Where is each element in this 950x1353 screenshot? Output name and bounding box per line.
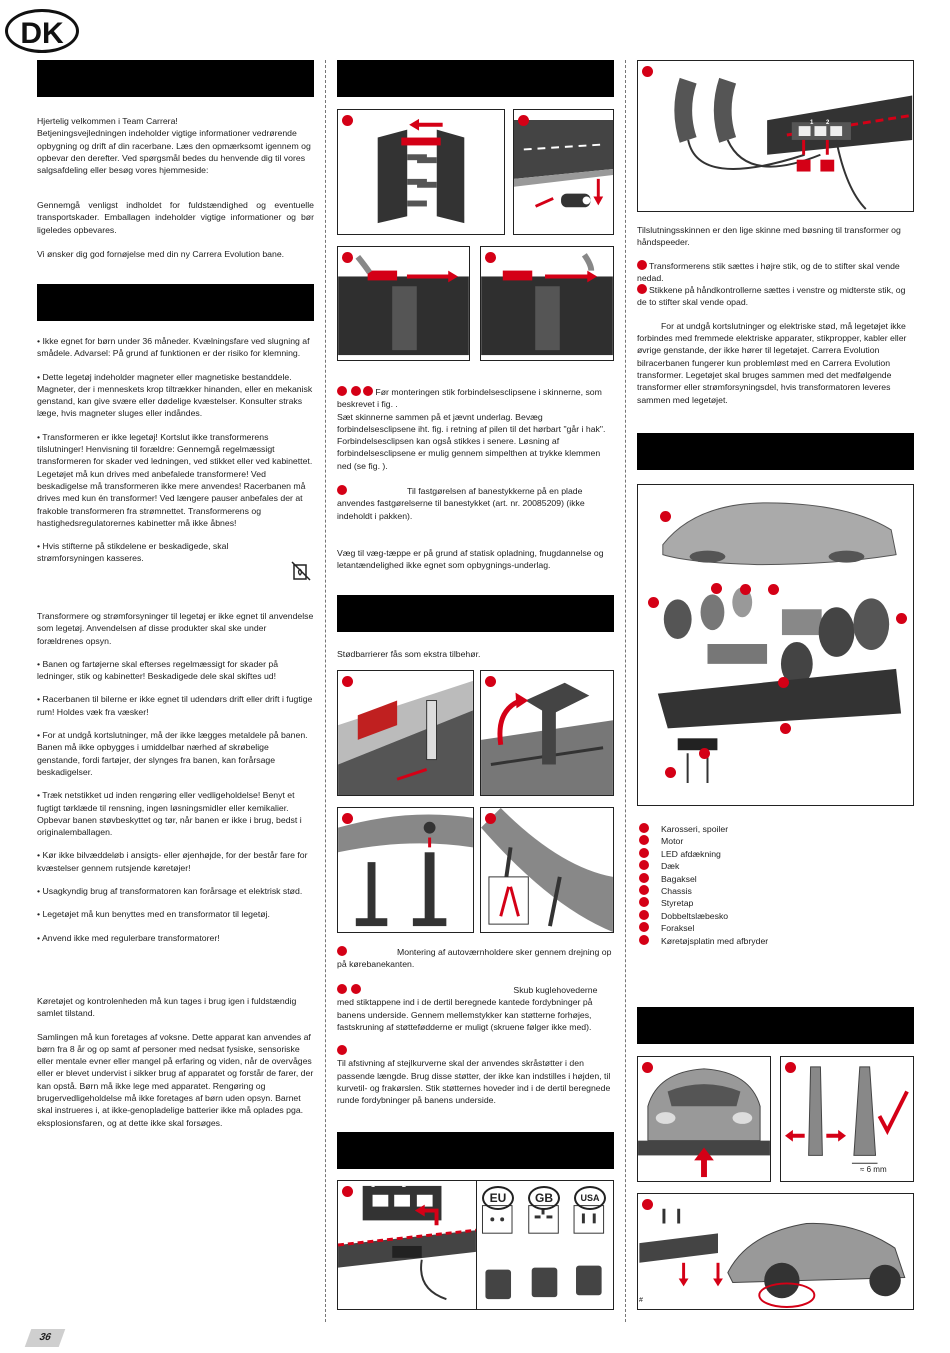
slot-label-1: 1 <box>371 1182 375 1189</box>
track-assembly-text: Før monteringen stik forbindelsesclipsene i skinnerne, som beskrevet i fig. . Sæt skinnerne sammen på et jævnt underlag. Bevæg forbindelsesclipsene iht. fig. i retning af pilen til det hørbart "går i hak". Forbindelsesclipsen kan også stikkes i senere. Løsning af forbindelsesclipsene er mulig gennem simpelthen at trykke klemmen ned (se fig. ). <box>337 387 606 471</box>
slot-label-2: 2 <box>826 120 830 126</box>
list-item: Motor <box>639 835 768 847</box>
part-marker <box>665 767 676 778</box>
column-divider <box>625 60 626 1322</box>
intro-text: Hjertelig velkommen i Team Carrera! Betjeningsvejledningen indeholder vigtige informationer vedrørende opbygning og drift af din racerbane. Læs den opmærksomt igennem og opbevar den derefter. Ved spørgsmål bedes du henvende dig til vores salgsafdeling eller besøg vores hjemmeside: <box>37 116 311 176</box>
part-marker <box>896 613 907 624</box>
section-header-bar <box>337 1132 614 1169</box>
safety-list-2: Transformere og strømforsyninger til legetøj er ikke egnet til anvendelse som legetøj. Anvendelsen af disse produkter skal ske under forældrenes opsyn. • Banen og fartøjerne skal efterses regelmæssigt for skader på ledninger, stik og kabinetter! Beskadigede dele skal skiftes ud! • Racerbanen til bilerne er ikke egnet til udendørs drift eller drift i fugtige rum! Holdes væk fra væsker! • For at undgå kortslutninger, må der ikke lægges metaldele på banen. Banen må ikke opbygges i umiddelbar nærhed af skrøbelige genstande, fordi fartøjer, der slynges fra banen, kan forårsage beskadigelser. • Træk netstikket ud inden rengøring eller vedligeholdelse! Benyt et fugtigt tørklæde til rensning, ingen løsningsmidler eller kemikalier. Opbevar banen støvbeskyttet og tør, når banen er ikke i brug, bedst i originalemballagen. • Kør ikke bilvæddeløb i ansigts- eller øjenhøjde, for der består fare for kvæstelser gennem rutsjende køretøjer! • Usagkyndig brug af transformatoren kan forårsage et elektrisk stød. • Legetøjet må kun benyttes med en transformator til legetøj. • Anvend ikke med regulerbare transformatorer! <box>37 611 314 943</box>
figure-marker <box>485 676 496 687</box>
connection-text: Tilslutningsskinnen er den lige skinne med bøsning til transformer og håndspeeder. Transformerens stik sættes i højre stik, og de to stifter skal vende nedad. Stikkene på håndkontrollerne sættes i venstre og midterste stik, og de to stifter skal vende opad. For at undgå kortslutninger og elektriske stød, må legetøjet ikke forbindes med fremmede elektriske apparater, stikpropper, kabler eller øvrige genstande, der ikke hører til legetøjet. Carrera Evolution bilracerbanen fungerer kun problemløst med en Carrera Evolution transformer. Legetøjet skal bruges sammen med det medfølgende transformer eller strømforsyningsdel, hvis transformatoren leveres sammen med legetøjet. <box>637 225 907 405</box>
figure-marker <box>642 1199 653 1210</box>
figure-car-front <box>637 1056 771 1182</box>
figure-guide-shoes <box>780 1056 914 1182</box>
list-item: Chassis <box>639 885 768 897</box>
part-marker <box>768 584 779 595</box>
carpet-warning-text: Væg til væg-tæppe er på grund af statisk opladning, fnugdannelse og letantændelighed ikke egnet som opbygnings-underlag. <box>337 548 604 571</box>
list-item: Bagaksel <box>639 873 768 885</box>
hash-mark: # <box>639 1297 643 1304</box>
slot-label-1: 1 <box>810 120 814 126</box>
language-badge: DK <box>5 9 79 53</box>
part-marker <box>778 677 789 688</box>
measure-label: ≈ 6 mm <box>860 1165 887 1174</box>
part-marker <box>648 597 659 608</box>
figure-clip-detail <box>513 109 614 235</box>
steep-curve-text: Til afstivning af stejlkurverne skal der anvendes skråstøtter i den passende længde. Brug disse støtter, der ikke kan indstilles i højden, til kurvetil- og frakørslen. Stik støtternes hoveder ind i de dertil beregnede runde fordybninger på banens underside. <box>337 1045 614 1106</box>
figure-marker <box>485 252 496 263</box>
figure-marker <box>518 115 529 126</box>
figure-marker <box>642 1062 653 1073</box>
assembly-text: Køretøjet og kontrolenheden må kun tages i brug igen i fuldstændig samlet tilstand. Samlingen må kun foretages af voksne. Dette apparat kan anvendes af børn fra 8 år og op samt af personer med nedsat fysiske, sensoriske eller mentale evner eller mangel på erfaring og viden, når de overvåges eller er blevet undervist i sikker brug af apparatet og forstår de farer, der kan opstå. Børn må ikke lege med apparatet. Rengøring og brugervedligeholdelse må ikke foretages af børn uden opsyn. Barnet skal instrueres i, at ikke-genopladelige batterier ikke må oplades pga. eksplosionsfaren, og at dette ikke skal forsøges. <box>37 996 314 1128</box>
fixing-text: Til fastgørelsen af banestykkerne på en plade anvendes fastgørelserne til banestykket (art. nr. 20085209) (ikke indeholdt i pakken). <box>337 486 585 521</box>
part-marker <box>699 748 710 759</box>
plug-label-gb: GB <box>528 1186 560 1210</box>
section-header-bar <box>337 60 614 97</box>
column-divider <box>325 60 326 1322</box>
figure-marker <box>342 813 353 824</box>
figure-marker <box>342 676 353 687</box>
figure-guard-holder <box>480 670 614 796</box>
guard-holder-text: Montering af autoværnholdere sker gennem drejning op på kørebanekanten. <box>337 947 612 970</box>
slot-label-2: 2 <box>402 1182 406 1189</box>
list-item: Dobbeltslæbesko <box>639 910 768 922</box>
figure-marker <box>342 252 353 263</box>
figure-controller-connection <box>637 60 914 212</box>
parts-list <box>639 823 768 947</box>
figure-marker <box>485 813 496 824</box>
page-number: 36 <box>25 1329 66 1347</box>
figure-car-side <box>637 1193 914 1310</box>
figure-marker <box>342 1186 353 1197</box>
part-marker <box>740 584 751 595</box>
list-item: Styretap <box>639 897 768 909</box>
figure-steep-supports <box>480 807 614 933</box>
list-item: LED afdækning <box>639 848 768 860</box>
part-marker <box>711 583 722 594</box>
section-header-bar <box>637 1007 914 1044</box>
part-marker <box>660 511 671 522</box>
list-item: Køretøjsplatin med afbryder <box>639 935 768 947</box>
safety-list: • Ikke egnet for børn under 36 måneder. Kvælningsfare ved slugning af smådele. Advarsel: På grund af funktionen er der risiko for klemning. • Dette legetøj indeholder magneter eller magnetiske bestanddele. Magneter, der i menneskets krop tiltrækker hinanden, eller en mekanisk genstand, kan give svære eller dødelige kvæstelser. Konsulter straks læge, hvis magneter sluges eller indåndes. • Transformeren er ikke legetøj! Kortslut ikke transformerens tilslutninger! Henvisning til forældre: Gennemgå regelmæssigt transformeren for skader ved ledningen, ved stikket eller ved kabinettet. Legetøjet må kun drives med anbefalede transformere! Ved beskadigelse må transformeren ikke mere anvendes! Racerbanen må drives med kun én transformer! Ved længere pauser anbefales der at frakoble transformeren fra strømnettet. Transformerens og hastighedsregulatorernes kabinetter må ikke åbnes! • Hvis stifterne på stikdelene er beskadigede, skal strømforsyningen kasseres. <box>37 336 313 564</box>
section-header-bar <box>37 284 314 321</box>
wish-text: Vi ønsker dig god fornøjelse med din ny Carrera Evolution bane. <box>37 249 285 259</box>
figure-marker <box>642 66 653 77</box>
disposal-icon <box>290 560 312 582</box>
plug-label-usa: USA <box>574 1186 606 1210</box>
figure-supports <box>337 807 474 933</box>
contents-text: Gennemgå venligst indholdet for fuldstændighed og eventuelle transportskader. Emballagen indeholder vigtige informationer og bør ligeledes opbevares. <box>37 200 314 235</box>
figure-car-parts <box>637 484 914 806</box>
figure-marker <box>785 1062 796 1073</box>
barrier-text: Stødbarrierer fås som ekstra tilbehør. <box>337 649 481 659</box>
section-header-bar <box>337 595 614 632</box>
section-header-bar <box>637 433 914 470</box>
support-text: Skub kuglehovederne med stiktappene ind i de dertil beregnede kantede fordybninger på banens underside. Gennem mellemstykker kan støtterne forhøjes, fastskruning af støttefødderne er muligt (skruene følger ikke med). <box>337 985 598 1032</box>
figure-track-clips <box>337 109 505 235</box>
list-item: Dæk <box>639 860 768 872</box>
part-marker <box>780 723 791 734</box>
list-item: Foraksel <box>639 922 768 934</box>
figure-clip-release <box>480 246 614 361</box>
figure-marker <box>342 115 353 126</box>
section-header-bar <box>37 60 314 97</box>
figure-clip-insert <box>337 246 470 361</box>
figure-connection-track <box>337 1180 477 1310</box>
list-item: Karosseri, spoiler <box>639 823 768 835</box>
plug-label-eu: EU <box>482 1186 514 1210</box>
figure-barrier <box>337 670 474 796</box>
